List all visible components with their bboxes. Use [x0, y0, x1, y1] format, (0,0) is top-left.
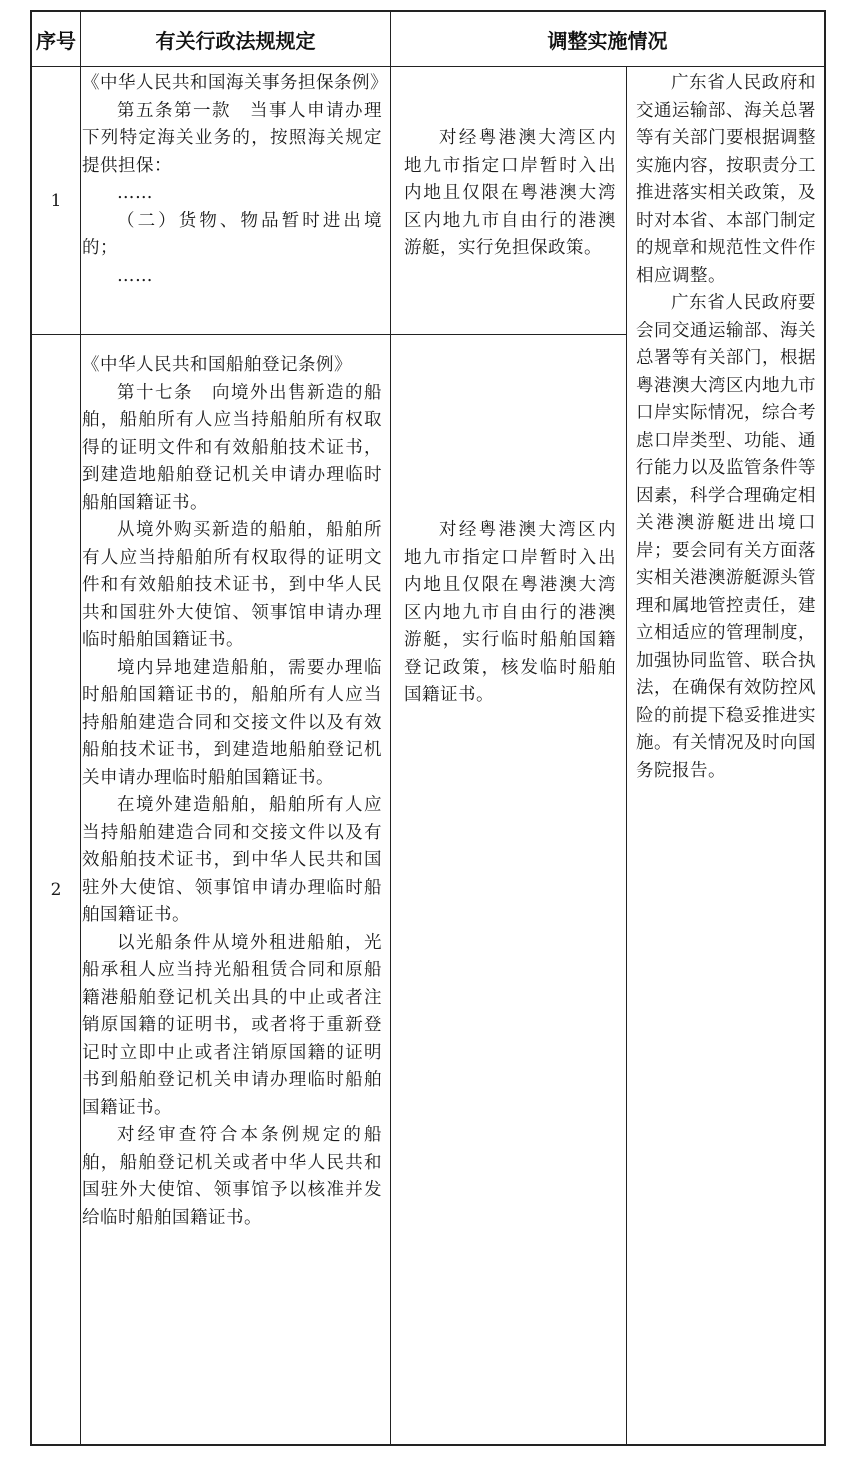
row-2-regulation	[82, 352, 382, 1232]
row-1-regulation-paragraph: ……	[117, 265, 153, 286]
header-adjustment: 调整实施情况	[547, 28, 668, 53]
implementation-notes	[636, 70, 816, 785]
row-2-regulation-paragraph: 在境外建造船舶，船舶所有人应当持船舶建造合同和交接文件以及有效船舶技术证书，到中华人民共和国驻外大使馆、领事馆申请办理临时船舶国籍证书。	[82, 795, 382, 925]
header-no: 序号	[36, 28, 76, 53]
row-2-regulation-paragraph: 对经审查符合本条例规定的船舶，船舶登记机关或者中华人民共和国驻外大使馆、领事馆予以核准并发给临时船舶国籍证书。	[82, 1125, 382, 1228]
row-1-number: 1	[50, 190, 62, 211]
row-1-regulation-paragraph: （二）货物、物品暂时进出境的；	[82, 210, 382, 258]
row-1-regulation-title: 《中华人民共和国海关事务担保条例》	[82, 73, 388, 93]
row-2-adjustment	[404, 517, 616, 710]
col-divider-2	[390, 12, 391, 1444]
implementation-paragraph: 广东省人民政府和交通运输部、海关总署等有关部门要根据调整实施内容，按职责分工推进落实相关政策，及时对本省、本部门制定的规章和规范性文件作相应调整。	[636, 73, 816, 286]
row-2-regulation-paragraph: 境内异地建造船舶，需要办理临时船舶国籍证书的，船舶所有人应当持船舶建造合同和交接文件以及有效船舶技术证书，到建造地船舶登记机关申请办理临时船舶国籍证书。	[82, 657, 382, 788]
row-2-number: 2	[50, 879, 62, 900]
row-2-regulation-paragraph: 从境外购买新造的船舶，船舶所有人应当持船舶所有权取得的证明文件和有效船舶技术证书，到中华人民共和国驻外大使馆、领事馆申请办理临时船舶国籍证书。	[82, 520, 382, 650]
row-1-regulation-paragraph: 第五条第一款 当事人申请办理下列特定海关业务的，按照海关规定提供担保：	[82, 100, 382, 176]
row-2-regulation-paragraph: 以光船条件从境外租进船舶，光船承租人应当持光船租赁合同和原船籍港船舶登记机关出具的中止或者注销原国籍的证明书，或者将于重新登记时立即中止或者注销原国籍的证明书到船舶登记机关申请办理临时船舶国籍证书。	[82, 932, 382, 1118]
row-2-regulation-title: 《中华人民共和国船舶登记条例》	[82, 355, 352, 375]
implementation-paragraph: 广东省人民政府要会同交通运输部、海关总署等有关部门，根据粤港澳大湾区内地九市口岸实际情况，综合考虑口岸类型、功能、通行能力以及监管条件等因素，科学合理确定相关港澳游艇进出境口岸；要会同有关方面落实相关港澳游艇源头管理和属地管控责任，建立相适应的管理制度，加强协同监管、联合执法，在确保有效防控风险的前提下稳妥推进实施。有关情况及时向国务院报告。	[636, 293, 816, 781]
row-1-adjustment-text: 对经粤港澳大湾区内地九市指定口岸暂时入出内地且仅限在粤港澳大湾区内地九市自由行的港澳游艇，实行免担保政策。	[404, 128, 616, 258]
row-1-regulation-paragraph: ……	[117, 183, 153, 203]
col-divider-1	[80, 12, 81, 1444]
row-1-regulation	[82, 70, 388, 290]
row-2-regulation-paragraph: 第十七条 向境外出售新造的船舶，船舶所有人应当持船舶所有权取得的证明文件和有效船舶技术证书，到建造地船舶登记机关申请办理临时船舶国籍证书。	[82, 382, 382, 513]
col-divider-3	[626, 66, 627, 1444]
header-divider	[32, 66, 824, 67]
row-2-adjustment-text: 对经粤港澳大湾区内地九市指定口岸暂时入出内地且仅限在粤港澳大湾区内地九市自由行的港澳游艇，实行临时船舶国籍登记政策，核发临时船舶国籍证书。	[404, 520, 616, 705]
row-1-adjustment	[404, 125, 616, 263]
row-divider	[32, 334, 626, 335]
header-regulation: 有关行政法规规定	[155, 28, 316, 53]
regulation-table	[30, 10, 826, 1446]
